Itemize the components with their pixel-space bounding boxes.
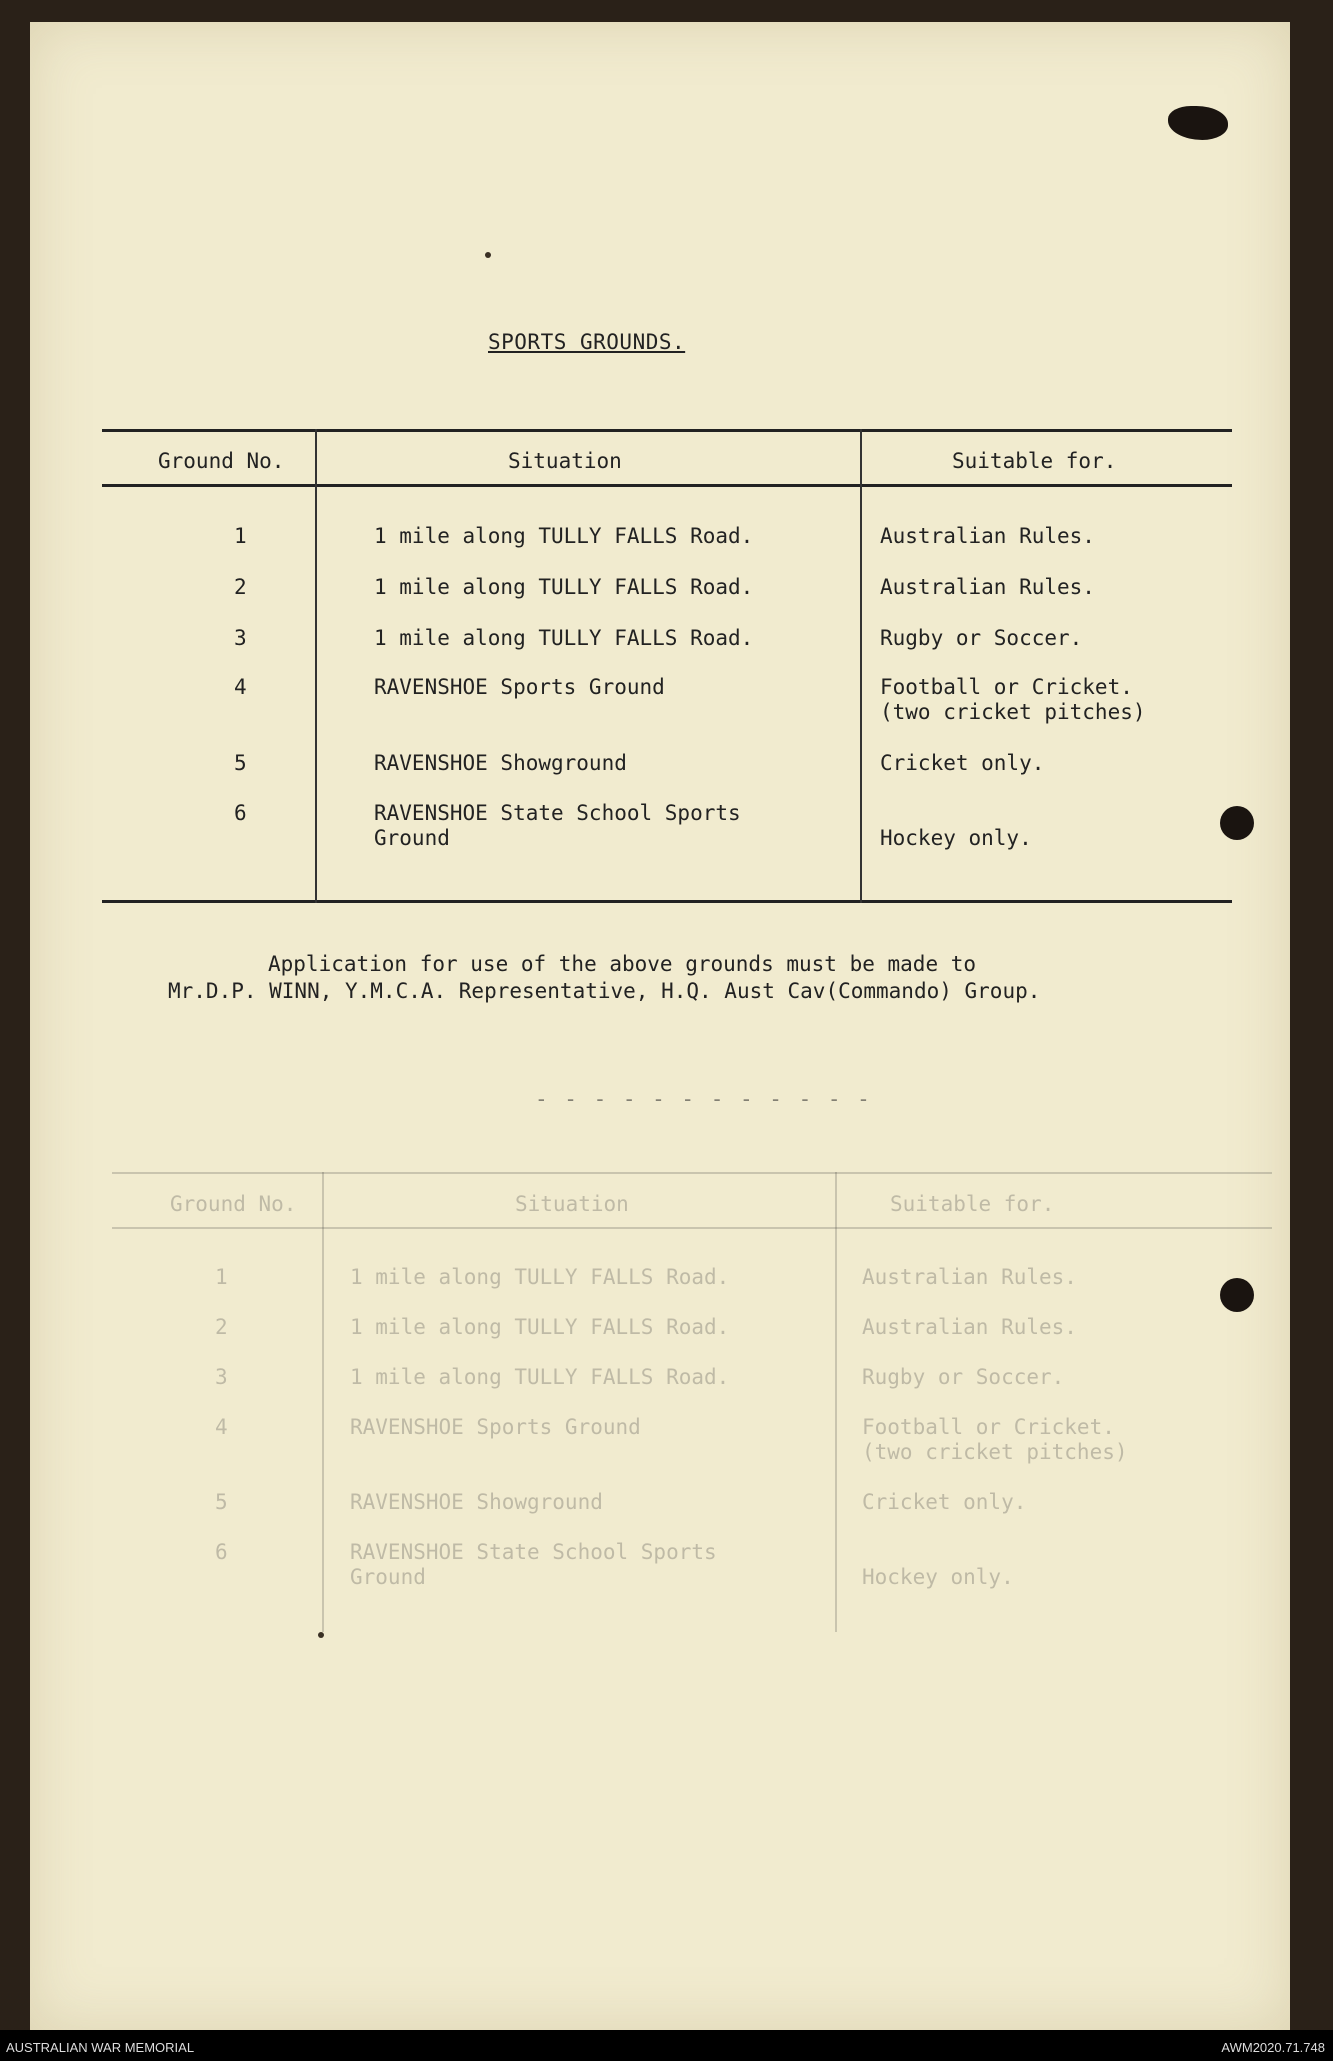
sports-grounds-table bbox=[102, 429, 1232, 905]
ghost-row-3-no: 3 bbox=[215, 1365, 228, 1389]
table-top-rule bbox=[102, 429, 1232, 432]
row-2-no: 2 bbox=[234, 575, 247, 599]
row-4-situation: RAVENSHOE Sports Ground bbox=[374, 675, 665, 699]
column-divider bbox=[315, 429, 317, 903]
row-6-no: 6 bbox=[234, 801, 247, 825]
paper-tear bbox=[1168, 106, 1228, 140]
ghost-row-6-situation: RAVENSHOE State School Sports Ground bbox=[350, 1540, 717, 1589]
ghost-row-2-situation: 1 mile along TULLY FALLS Road. bbox=[350, 1315, 730, 1339]
ghost-title-underline: - - - - - - - - - - - - bbox=[535, 1087, 872, 1111]
ghost-row-6-no: 6 bbox=[215, 1540, 228, 1564]
row-5-no: 5 bbox=[234, 751, 247, 775]
row-6-situation: RAVENSHOE State School Sports Ground bbox=[374, 801, 741, 850]
ghost-divider bbox=[322, 1172, 324, 1632]
row-5-suitable: Cricket only. bbox=[880, 751, 1045, 775]
header-situation: Situation bbox=[508, 449, 622, 473]
application-note-line-1: Application for use of the above grounds must be made to bbox=[268, 952, 977, 976]
ghost-row-5-no: 5 bbox=[215, 1490, 228, 1514]
archive-footer bbox=[0, 2030, 1333, 2061]
application-note-line-2: Mr.D.P. WINN, Y.M.C.A. Representative, H.Q. Aust Cav(Commando) Group. bbox=[168, 979, 1041, 1003]
row-4-suitable: Football or Cricket. (two cricket pitches) bbox=[880, 675, 1146, 724]
row-2-suitable: Australian Rules. bbox=[880, 575, 1095, 599]
ghost-row-2-no: 2 bbox=[215, 1315, 228, 1339]
header-ground-no: Ground No. bbox=[158, 449, 285, 473]
row-4-no: 4 bbox=[234, 675, 247, 699]
footer-institution: AUSTRALIAN WAR MEMORIAL bbox=[6, 2040, 195, 2055]
row-1-situation: 1 mile along TULLY FALLS Road. bbox=[374, 524, 754, 548]
ghost-row-5-situation: RAVENSHOE Showground bbox=[350, 1490, 603, 1514]
footer-accession-number: AWM2020.71.748 bbox=[1221, 2040, 1325, 2055]
document-page bbox=[30, 22, 1290, 2030]
ghost-row-3-situation: 1 mile along TULLY FALLS Road. bbox=[350, 1365, 730, 1389]
ghost-row-3-suitable: Rugby or Soccer. bbox=[862, 1365, 1065, 1389]
ink-speck bbox=[485, 252, 491, 258]
row-2-situation: 1 mile along TULLY FALLS Road. bbox=[374, 575, 754, 599]
ghost-row-1-no: 1 bbox=[215, 1265, 228, 1289]
ghost-header-suitable: Suitable for. bbox=[890, 1192, 1055, 1216]
row-6-suitable: Hockey only. bbox=[880, 826, 1032, 850]
row-3-no: 3 bbox=[234, 626, 247, 650]
punch-hole-bottom bbox=[1220, 1278, 1254, 1312]
table-header-rule bbox=[102, 484, 1232, 487]
ink-speck bbox=[318, 1632, 324, 1638]
ghost-row-5-suitable: Cricket only. bbox=[862, 1490, 1027, 1514]
ghost-row-4-suitable: Football or Cricket. (two cricket pitches) bbox=[862, 1415, 1128, 1464]
page-title: SPORTS GROUNDS. bbox=[488, 330, 686, 354]
ghost-row-2-suitable: Australian Rules. bbox=[862, 1315, 1077, 1339]
row-5-situation: RAVENSHOE Showground bbox=[374, 751, 627, 775]
header-suitable-for: Suitable for. bbox=[952, 449, 1117, 473]
row-3-suitable: Rugby or Soccer. bbox=[880, 626, 1083, 650]
ghost-row-4-no: 4 bbox=[215, 1415, 228, 1439]
ghost-header-ground-no: Ground No. bbox=[170, 1192, 297, 1216]
table-bottom-rule bbox=[102, 900, 1232, 903]
ghost-row-1-suitable: Australian Rules. bbox=[862, 1265, 1077, 1289]
ghost-rule bbox=[112, 1227, 1272, 1229]
row-1-suitable: Australian Rules. bbox=[880, 524, 1095, 548]
ghost-row-1-situation: 1 mile along TULLY FALLS Road. bbox=[350, 1265, 730, 1289]
row-1-no: 1 bbox=[234, 524, 247, 548]
ghost-header-situation: Situation bbox=[515, 1192, 629, 1216]
ghost-row-6-suitable: Hockey only. bbox=[862, 1565, 1014, 1589]
ghost-rule bbox=[112, 1172, 1272, 1174]
column-divider bbox=[860, 429, 862, 903]
ghost-divider bbox=[835, 1172, 837, 1632]
row-3-situation: 1 mile along TULLY FALLS Road. bbox=[374, 626, 754, 650]
ghost-row-4-situation: RAVENSHOE Sports Ground bbox=[350, 1415, 641, 1439]
